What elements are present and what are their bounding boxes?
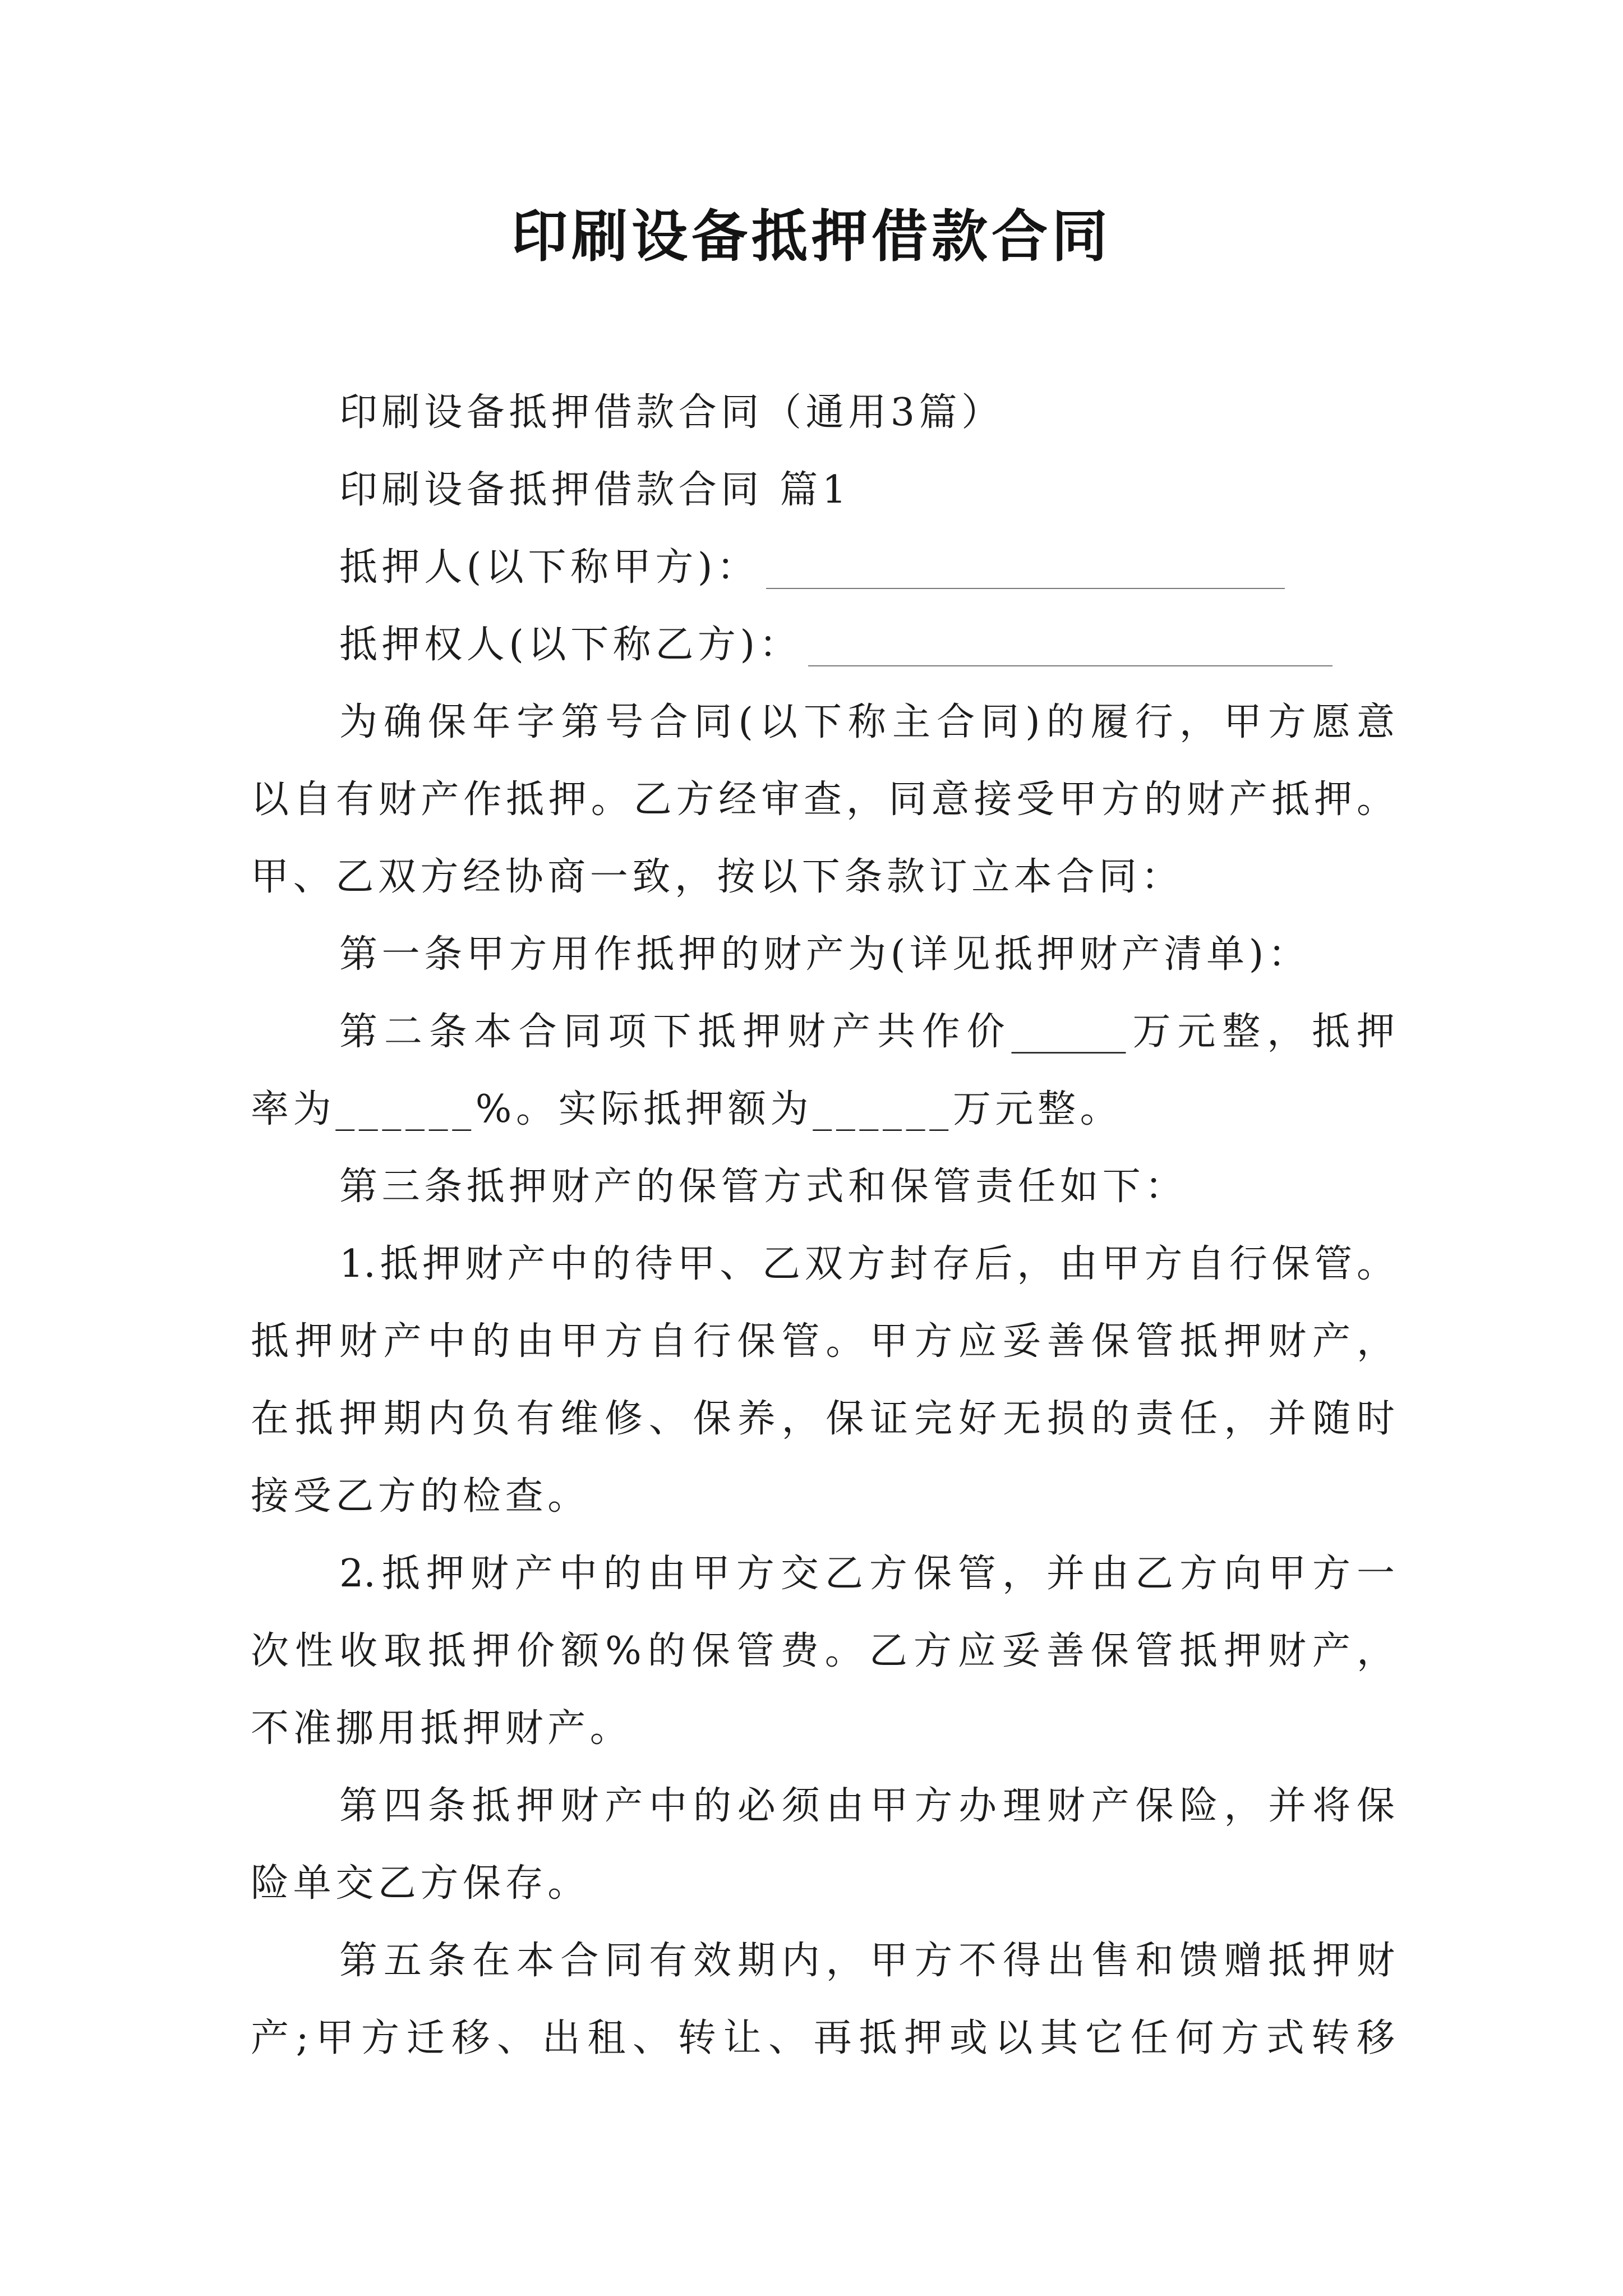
text-line: 率为______%。实际抵押额为______万元整。 (251, 1087, 1123, 1131)
clause-5-line: 第五条在本合同有效期内，甲方不得出售和馈赠抵押财 (339, 1939, 1395, 1983)
clause-1-line: 第一条甲方用作抵押的财产为(详见抵押财产清单)： (339, 932, 1311, 977)
document-subtitle: 印刷设备抵押借款合同（通用3篇） (339, 390, 1004, 435)
text-line: 抵押财产中的由甲方自行保管。甲方应妥善保管抵押财产， (251, 1319, 1395, 1364)
mortgagor-field (251, 529, 1395, 606)
clause-3-line: 第三条抵押财产的保管方式和保管责任如下： (339, 1165, 1188, 1209)
text-line: 次性收取抵押价额%的保管费。乙方应妥善保管抵押财产， (251, 1629, 1395, 1673)
clause-4-line: 第四条抵押财产中的必须由甲方办理财产保险，并将保 (339, 1784, 1395, 1828)
text-line: 甲、乙双方经协商一致，按以下条款订立本合同： (251, 855, 1184, 899)
mortgagee-field (251, 606, 1395, 684)
text-line: 接受乙方的检查。 (251, 1474, 590, 1519)
section-heading: 印刷设备抵押借款合同 篇1 (339, 468, 851, 512)
mortgagee-blank-line (808, 665, 1332, 666)
text-line: 1.抵押财产中的待甲、乙双方封存后，由甲方自行保管。 (339, 1242, 1395, 1286)
mortgagor-blank-line (766, 588, 1285, 589)
text-line: 为确保年字第号合同(以下称主合同)的履行，甲方愿意 (339, 700, 1395, 744)
text-line: 在抵押期内负有维修、保养，保证完好无损的责任，并随时 (251, 1397, 1395, 1441)
text-line: 不准挪用抵押财产。 (251, 1706, 633, 1751)
document-title: 印刷设备抵押借款合同 (511, 203, 1112, 269)
mortgagor-label: 抵押人(以下称甲方)： (339, 545, 759, 590)
text-line: 产;甲方迁移、出租、转让、再抵押或以其它任何方式转移 (251, 2016, 1395, 2060)
text-line: 2.抵押财产中的由甲方交乙方保管，并由乙方向甲方一 (339, 1552, 1395, 1596)
document-body (251, 374, 1395, 2077)
text-line: 险单交乙方保存。 (251, 1861, 590, 1906)
text-line: 以自有财产作抵押。乙方经审查，同意接受甲方的财产抵押。 (251, 777, 1395, 822)
mortgagee-label: 抵押权人(以下称乙方)： (339, 623, 802, 667)
clause-2-line: 第二条本合同项下抵押财产共作价______万元整，抵押 (339, 1010, 1395, 1054)
